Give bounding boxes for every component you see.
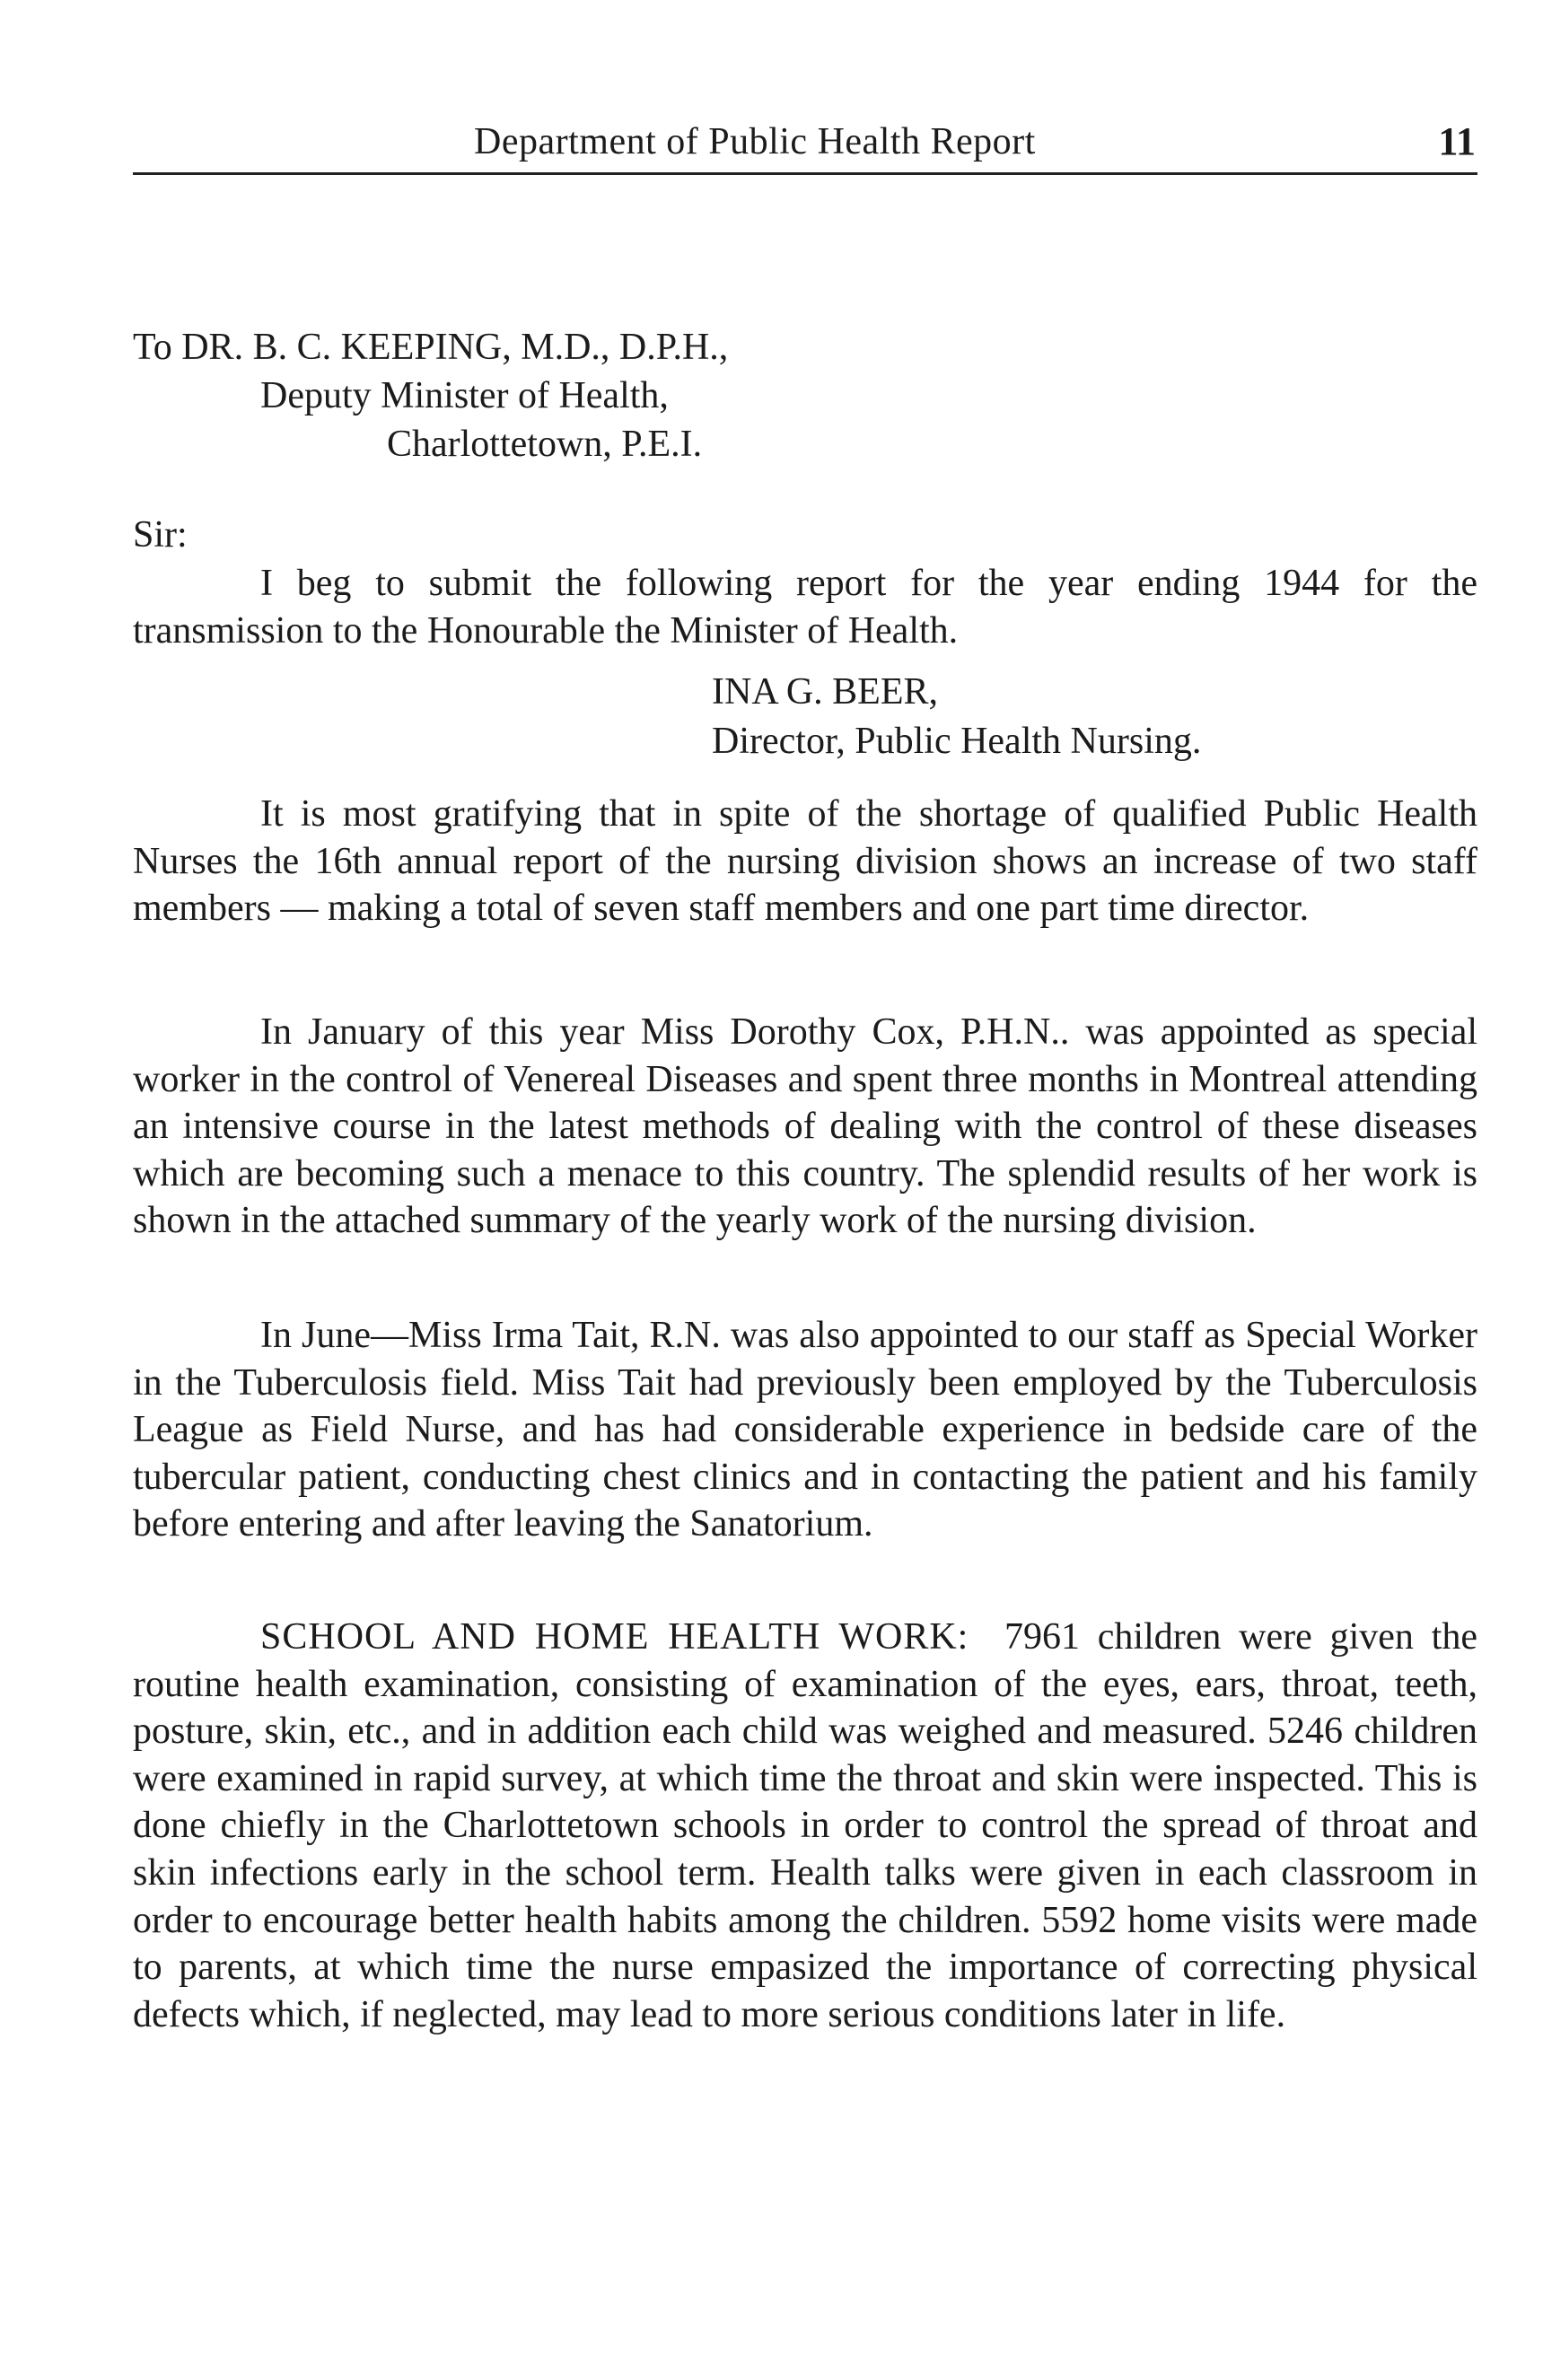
page-number: 11: [1438, 119, 1476, 163]
salutation: Sir:: [133, 514, 188, 556]
signature-name: INA G. BEER,: [712, 671, 938, 713]
paragraph-school-home-health: [133, 1614, 1477, 2038]
running-header: [133, 117, 1477, 175]
paragraph-tuberculosis-worker: In June—Miss Irma Tait, R.N. was also appointed to our staff as Special Worker in the Tuberculosis field. Miss Tait had previously been employed by the Tuberculosis League as Field Nurse, and has had considerable experience in bedside care of the tubercular patient, conducting chest clinics and in contacting the patient and his family before entering and after leaving the Sanatorium.: [133, 1315, 1477, 1545]
address-line-location: Charlottetown, P.E.I.: [387, 424, 703, 465]
address-line-recipient: To DR. B. C. KEEPING, M.D., D.P.H.,: [133, 327, 729, 368]
recipient-address: [133, 323, 728, 468]
section-heading: SCHOOL AND HOME HEALTH WORK:: [260, 1616, 969, 1658]
header-title: Department of Public Health Report: [474, 121, 1036, 162]
paragraph-venereal-worker: In January of this year Miss Dorothy Cox, P.H.N.. was appointed as special worker in the control of Venereal Diseases and spent three months in Montreal attending an intensive course in the latest methods of dealing with the control of these diseases which are becoming such a menace to this country. The splendid results of her work is shown in the attached summary of the yearly work of the nursing division.: [133, 1011, 1477, 1242]
signature-title: Director, Public Health Nursing.: [712, 721, 1202, 762]
address-line-position: Deputy Minister of Health,: [260, 375, 669, 416]
signature-block: [712, 668, 1201, 766]
section-text: 7961 children were given the routine health examination, consisting of examination of the eyes, ears, throat, teeth, posture, skin, etc., and in addition each child was weighed and measured. 5246 children were examined in rapid survey, at which time the throat and skin were inspected. This is done chiefly in the Charlottetown schools in order to control the spread of throat and skin infections early in the school term. Health talks were given in each classroom in order to encourage better health habits among the children. 5592 home visits were made to parents, at which time the nurse empasized the importance of correcting physical defects which, if neglected, may lead to more serious conditions later in life.: [133, 1616, 1477, 2035]
paragraph-staff-increase: It is most gratifying that in spite of the shortage of qualified Public Health Nurses the 16th annual report of the nursing division shows an increase of two staff members — making a total of seven staff members and one part time director.: [133, 793, 1477, 930]
intro-paragraph: I beg to submit the following report for the year ending 1944 for the transmission to the Honourable the Minister of Health.: [133, 563, 1477, 652]
